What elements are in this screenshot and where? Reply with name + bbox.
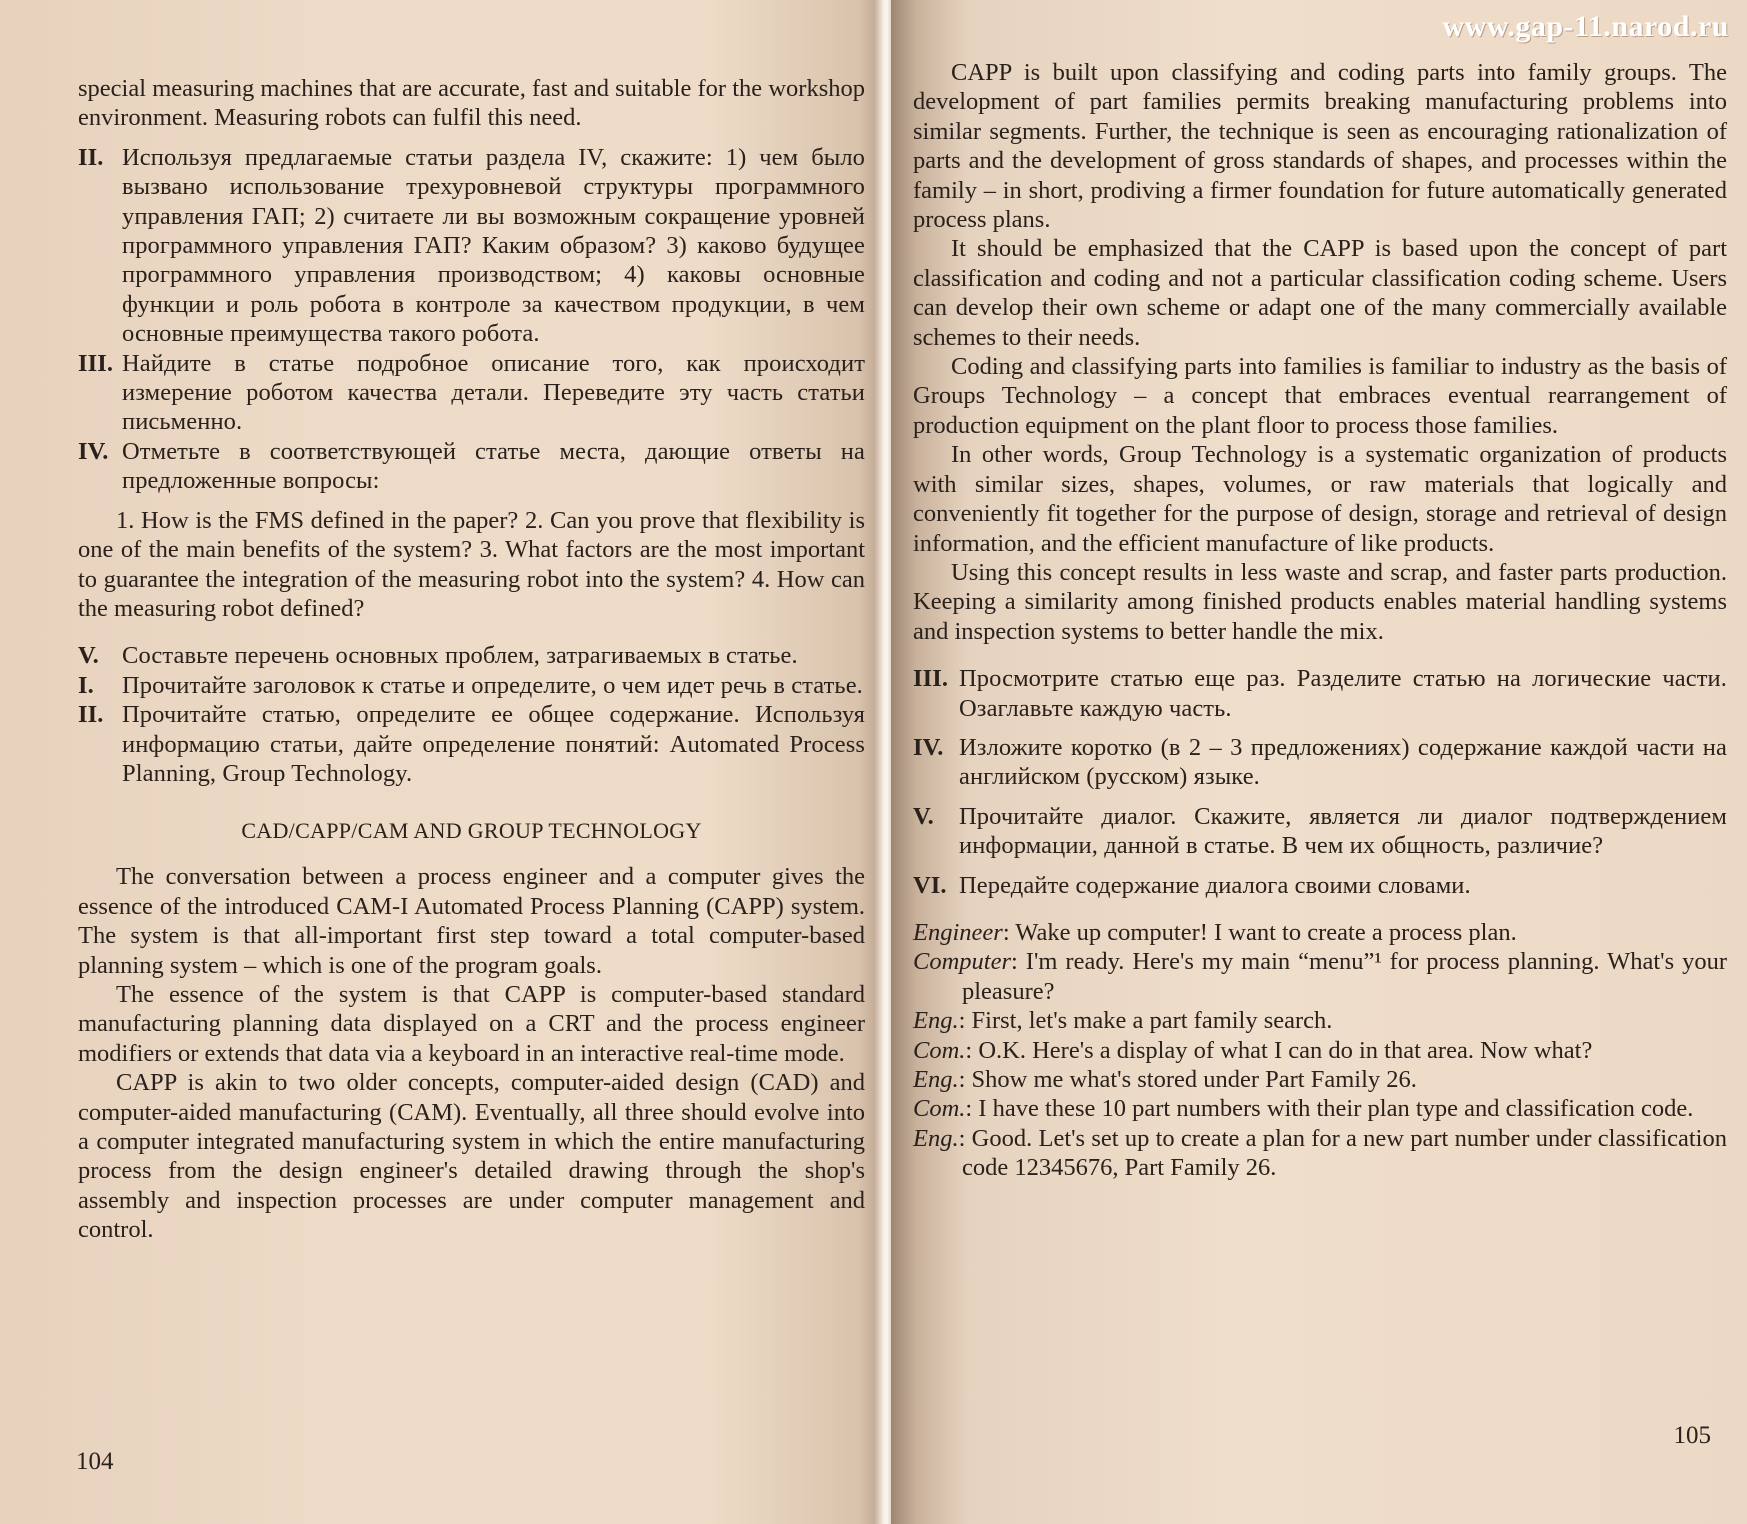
exercise-text: Составьте перечень основных проблем, затрагиваемых в статье. [122,642,798,670]
dialogue-line [913,1006,1727,1035]
article-paragraph: CAPP is built upon classifying and coding parts into family groups. The development of part families permits breaking manufacturing problems into similar segments. Further, the technique is seen as encouraging rationalization of parts and the development of gross standards of shapes, and processes within the family – in short, prodiving a firmer foundation for future automatically generated process plans. [913,59,1727,234]
dialogue-text: : O.K. Here's a display of what I can do in that area. Now what? [965,1036,1593,1064]
exercise-text: Отметьте в соответствующей статье места, дающие ответы на предложенные вопросы: [122,437,865,495]
exercise-number: II. [78,143,104,171]
exercise-text: Прочитайте заголовок к статье и определите, о чем идет речь в статье. [122,671,863,699]
dialogue-speaker: Com. [913,1036,966,1064]
exercise-item [78,700,865,788]
left-intro-paragraph: special measuring machines that are accurate, fast and suitable for the workshop environment. Measuring robots can fulfil this need. [78,75,865,132]
article-paragraph: Using this concept results in less waste and scrap, and faster parts production. Keeping a similarity among finished products enables material handling systems and inspection systems to better handle the mix. [913,558,1727,645]
dialogue-speaker: Eng. [913,1124,959,1152]
dialogue-line [913,918,1727,947]
dialogue-line [913,1036,1727,1065]
exercise-number: III. [78,349,114,377]
exercise-number: II. [78,701,104,729]
article-paragraph: It should be emphasized that the CAPP is based upon the concept of part classification and coding and not a particular classification coding scheme. Users can develop their own scheme or adapt one of the many commercially available schemes to their needs. [913,235,1727,351]
dialogue-speaker: Eng. [913,1066,959,1093]
dialogue-line [913,1065,1727,1094]
questions-paragraph: 1. How is the FMS defined in the paper? 2. Can you prove that flexibility is one of the main benefits of the system? 3. What factors are the most important to guarantee the integration of the measuring robot into the system? 4. How can the measuring robot defined? [78,506,865,622]
exercise-item [913,802,1727,861]
exercise-text: Просмотрите статью еще раз. Разделите статью на логические части. Озаглавьте каждую часть. [959,665,1727,722]
page-number: 105 [1673,1422,1711,1449]
exercise-item [78,437,865,496]
exercise-text: Найдите в статье подробное описание того, как происходит измерение роботом качества детали. Переведите эту часть статьи письменно. [122,349,865,436]
article-paragraph: Coding and classifying parts into families is familiar to industry as the basis of Groups Technology – a concept that embraces eventual rearrangement of production equipment on the plant floor to process those families. [913,353,1727,439]
page-number: 104 [76,1448,114,1475]
dialogue-text: : I have these 10 part numbers with their plan type and classification code. [965,1095,1694,1123]
dialogue-line [913,947,1727,1006]
article-heading: CAD/CAPP/CAM AND GROUP TECHNOLOGY [241,818,702,844]
article-paragraph: In other words, Group Technology is a systematic organization of products with similar sizes, shapes, volumes, or raw materials that logically and conveniently fit together for the purpose of design, storage and retrieval of design information, and the efficient manufacture of like products. [913,441,1727,557]
exercise-text: Изложите коротко (в 2 – 3 предложениях) содержание каждой части на английском (русском) языке. [959,733,1727,791]
exercise-text: Используя предлагаемые статьи раздела IV, скажите: 1) чем было вызвано использование трехуровневой структуры программного управления ГАП; 2) считаете ли вы возможным сокращение уровней программного управления ГАП? Каким образом? 3) каково будущее программного управления производством; 4) каковы основные функции и роль робота в контроле за качеством продукции, в чем основные преимущества такого робота. [122,143,865,348]
article-paragraph: The essence of the system is that CAPP is computer-based standard manufacturing planning data displayed on a CRT and the process engineer modifiers or extends that data via a keyboard in an interactive real-time mode. [78,980,865,1067]
exercise-item [913,733,1727,792]
dialogue-text: : First, let's make a part family search. [958,1007,1333,1035]
exercise-number: III. [913,665,949,693]
dialogue-text: : Show me what's stored under Part Family 26. [958,1066,1417,1093]
right-page [891,0,1747,1524]
exercise-number: V. [78,642,99,670]
exercise-number: V. [913,802,934,830]
exercise-item [78,349,865,437]
article-paragraph: The conversation between a process engineer and a computer gives the essence of the introduced CAM-I Automated Process Planning (CAPP) system. The system is that all-important first step toward a total computer-based planning system – which is one of the program goals. [78,863,865,979]
watermark-url: www.gap-11.narod.ru [1442,10,1729,43]
dialogue-line [913,1094,1727,1123]
exercise-number: I. [78,671,94,699]
exercise-text: Прочитайте статью, определите ее общее содержание. Используя информацию статьи, дайте определение понятий: Automated Process Planning, Group Technology. [122,701,865,787]
dialogue-line [913,1124,1727,1183]
exercise-item [78,143,865,349]
dialogue-speaker: Computer [913,948,1011,976]
exercise-number: IV. [78,437,109,465]
exercise-text: Прочитайте диалог. Скажите, является ли диалог подтверждением информации, данной в статье. В чем их общность, различие? [959,802,1727,860]
exercise-item [78,671,865,700]
exercise-text: Передайте содержание диалога своими словами. [959,871,1471,899]
exercise-item [78,641,865,670]
exercise-item [913,664,1727,723]
dialogue-text: : Wake up computer! I want to create a process plan. [1002,918,1517,946]
article-paragraph: CAPP is akin to two older concepts, computer-aided design (CAD) and computer-aided manufacturing (CAM). Eventually, all three should evolve into a computer integrated manufacturing system in which the entire manufacturing process from the design engineer's detailed drawing through the shop's assembly and inspection processes are under computer management and control. [78,1069,865,1244]
dialogue-speaker: Com. [913,1095,966,1123]
exercise-item [913,871,1727,900]
dialogue-text: : I'm ready. Here's my main “menu”¹ for process planning. What's your pleasure? [962,948,1727,1005]
dialogue-text: : Good. Let's set up to create a plan for a new part number under classification code 12345676, Part Family 26. [958,1124,1727,1182]
dialogue-speaker: Engineer [913,918,1003,946]
exercise-number: VI. [913,871,947,899]
exercise-number: IV. [913,733,944,761]
dialogue-speaker: Eng. [913,1007,959,1035]
